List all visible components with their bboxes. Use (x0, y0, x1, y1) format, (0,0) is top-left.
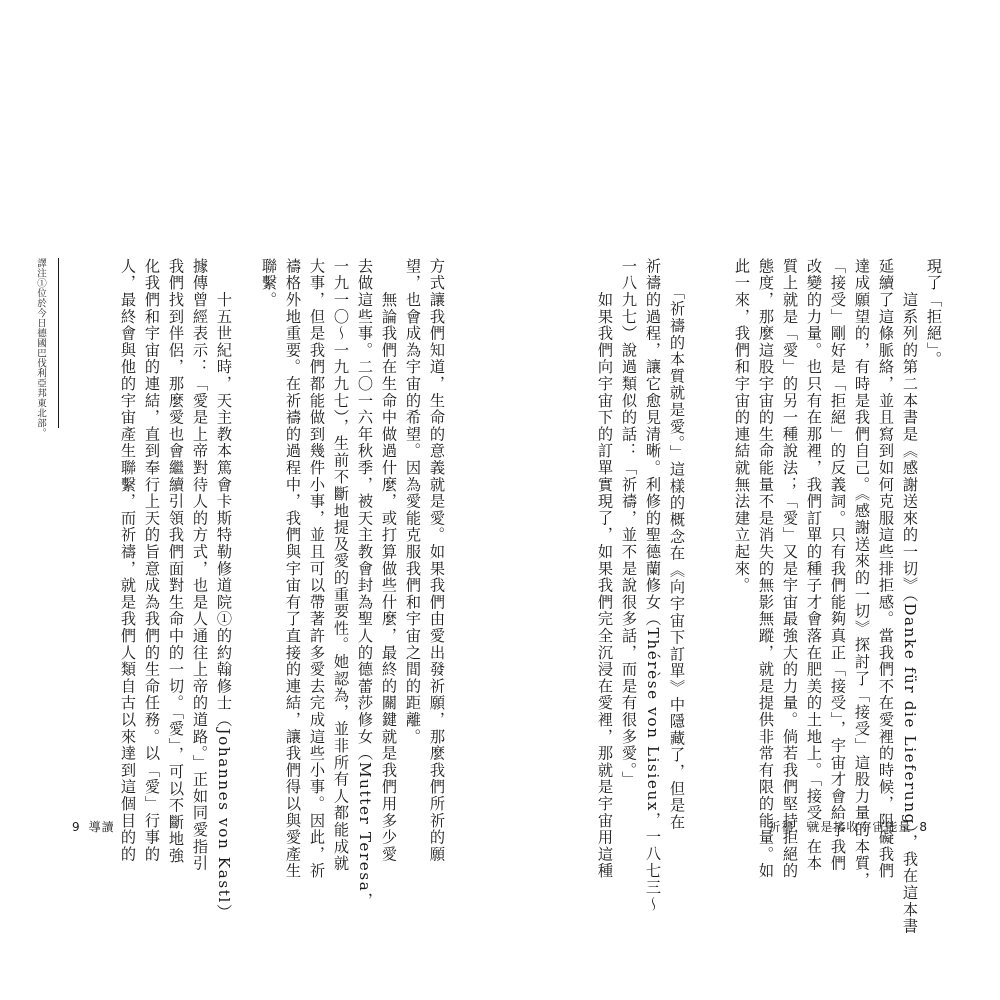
text-column: 「接受」剛好是「拒絕」的反義詞。只有我們能夠真正「接受」，宇宙才會給予我們 (829, 258, 847, 872)
text-column: 化我們和宇宙的連結，直到奉行上天的旨意成為我們的生命任務。以「愛」行事的 (143, 258, 161, 863)
text-column: 此一來，我們和宇宙的連結就無法建立起來。 (733, 258, 751, 594)
text-column: 十五世紀時，天主教本篤會卡斯特勒修道院①的約翰修士（Johannes von Kastl） (215, 258, 233, 921)
text-column: 達成願望的，有時是我們自己。《感謝送來的一切》探討了「接受」這股力量的本質， (853, 258, 871, 889)
page-footer (64, 818, 115, 835)
text-column: 據傳曾經表示：「愛是上帝對待人的方式，也是人通往上帝的道路。」正如同愛指引 (191, 258, 209, 872)
text-column: 「祈禱的本質就是愛。」這樣的概念在《向宇宙下訂單》中隱藏了，但是在 (668, 258, 686, 831)
page-number: 9 (72, 820, 81, 834)
text-column: 去做這些事。二〇一六年秋季，被天主教會封為聖人的德蕾莎修女（Mutter Teresa， (356, 258, 374, 910)
text-column: 望，也會成為宇宙的希望。因為愛能克服我們和宇宙之間的距離。 (404, 258, 422, 746)
text-column: 無論我們在生命中做過什麼，或打算做些什麼，最終的關鍵就是我們用多少愛 (380, 258, 398, 863)
text-column: 這系列的第二本書是《感謝送來的一切》（Danke für die Lieferung），我在這本書 (901, 258, 919, 936)
text-column: 方式讓我們知道，生命的意義就是愛。如果我們由愛出發祈願，那麼我們所祈的願 (428, 258, 446, 863)
text-column: 一九一〇～一九九七），生前不斷地提及愛的重要性。她認為，並非所有人都能成就 (332, 258, 350, 872)
text-column: 我們找到伴侶，那麼愛也會繼續引領我們面對生命中的一切。「愛」，可以不斷地強 (167, 258, 185, 865)
running-title: 導讀 (88, 820, 115, 834)
text-column: 一八九七）說過類似的話：「祈禱，並不是說很多話，而是有很多愛。」 (620, 258, 638, 788)
text-column: 如果我們向宇宙下的訂單實現了，如果我們完全沉浸在愛裡，那就是宇宙用這種 (596, 258, 614, 880)
page-number: 8 (919, 820, 928, 834)
footnote: 譯注①位於今日德國巴伐利亞邦東北部。 (35, 258, 46, 438)
text-column: 聯繫。 (260, 258, 278, 309)
running-title: 祈禱，就是接收宇宙能量 (768, 820, 912, 834)
text-column: 改變的力量。也只有在那裡，我們訂單的種子才會落在肥美的土地上。「接受」在本 (805, 258, 823, 872)
text-column: 態度，那麼這股宇宙的生命能量不是消失的無影無蹤，就是提供非常有限的能量。如 (757, 258, 775, 880)
text-column: 祈禱的過程，讓它愈見清晰。利修的聖德蘭修女（Thérèse von Lisieux，一八七三～ (644, 258, 662, 913)
text-column: 延續了這條脈絡，並且寫到如何克服這些排拒感。當我們不在愛裡的時候，阻礙我們 (877, 258, 895, 880)
text-column: 質上就是「愛」的另一種說法；「愛」又是宇宙最強大的力量。倘若我們堅持拒絕的 (781, 258, 799, 880)
right-page (500, 0, 1000, 1000)
text-column: 大事，但是我們都能做到幾件小事，並且可以帶著許多愛去完成這些小事。因此，祈 (308, 258, 326, 880)
text-column: 禱格外地重要。在祈禱的過程中，我們與宇宙有了直接的連結，讓我們得以與愛產生 (284, 258, 302, 880)
footnote-rule (58, 258, 59, 428)
text-column: 人，最終會與他的宇宙產生聯繫，而祈禱，就是我們人類自古以來達到這個目的的 (119, 258, 137, 863)
text-column: 現了「拒絕」。 (925, 258, 943, 368)
page-footer (768, 818, 936, 835)
